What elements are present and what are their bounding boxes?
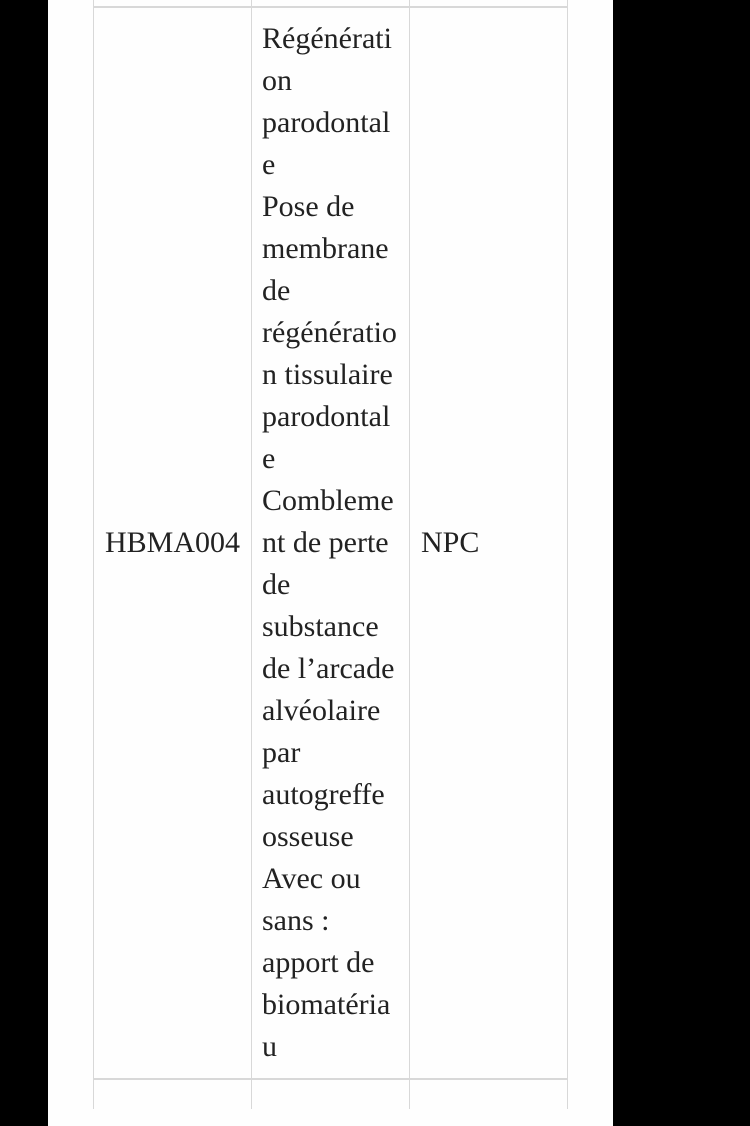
- next-row-remnant: [94, 1079, 568, 1109]
- description-paragraph: Avec ou sans : apport de biomatériau: [262, 862, 391, 1063]
- right-black-bar: [613, 0, 750, 1126]
- next-row-cell: [410, 1079, 568, 1109]
- act-description-cell: [252, 7, 410, 1079]
- left-black-bar: [0, 0, 48, 1126]
- document-page: [48, 0, 613, 1126]
- previous-row-cell: [410, 0, 568, 7]
- description-paragraph: Régénération parodontale: [262, 22, 392, 181]
- description-paragraph: Pose de membrane de régénération tissulaire parodontale: [262, 190, 397, 475]
- act-code-cell: HBMA004: [94, 7, 252, 1079]
- table-row-hbma004: [94, 7, 568, 1079]
- next-row-cell: [94, 1079, 252, 1109]
- medical-acts-table: [93, 0, 568, 1109]
- description-paragraph: Comblement de perte de substance de l’arcade alvéolaire par autogreffe osseuse: [262, 484, 395, 853]
- next-row-cell: [252, 1079, 410, 1109]
- act-classification-cell: NPC: [410, 7, 568, 1079]
- previous-row-cell: [252, 0, 410, 7]
- previous-row-remnant: [94, 0, 568, 7]
- previous-row-cell: [94, 0, 252, 7]
